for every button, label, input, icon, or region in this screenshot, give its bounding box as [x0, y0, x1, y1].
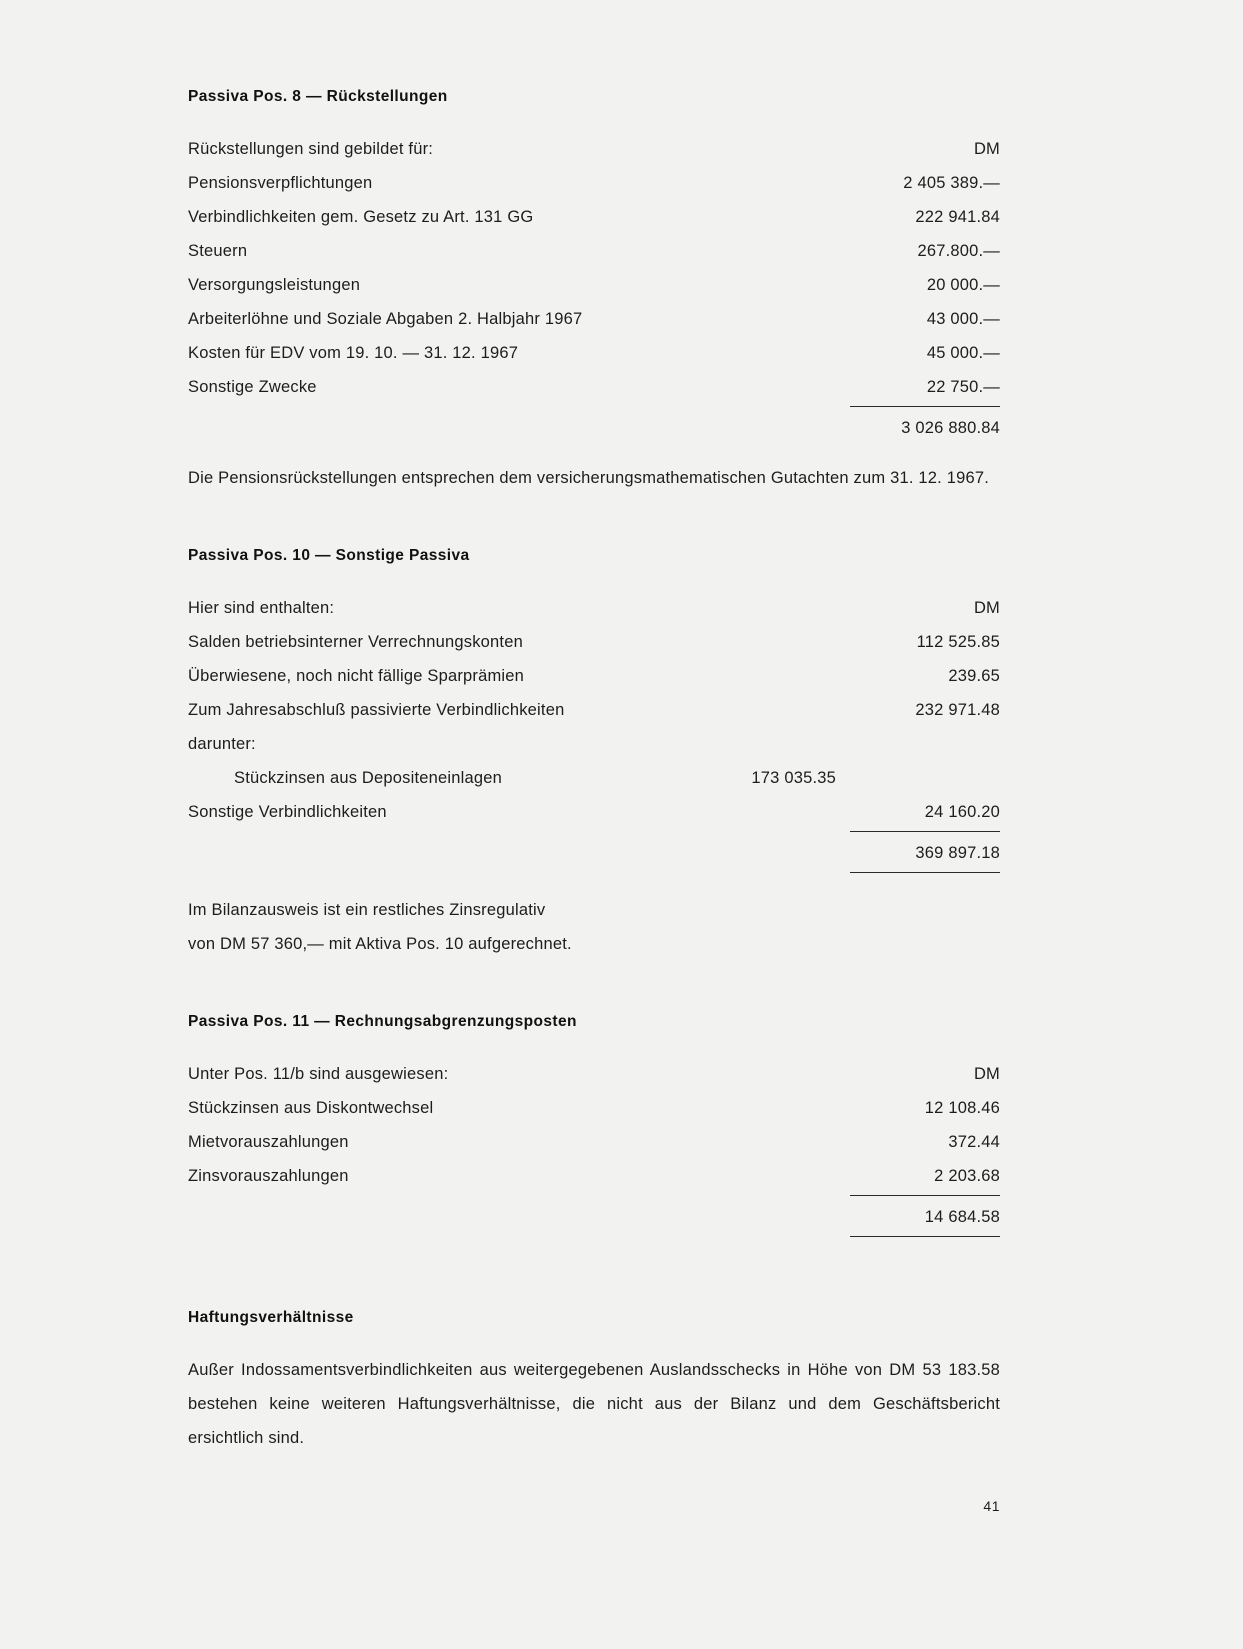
row-label: Sonstige Verbindlichkeiten	[188, 803, 387, 821]
section-haftungsverhaeltnisse	[188, 1309, 1000, 1455]
row-label: Steuern	[188, 242, 248, 260]
row-amount: 112 525.85	[916, 633, 1000, 651]
row-label: Salden betriebsinterner Verrechnungskonten	[188, 633, 523, 651]
row-label: Stückzinsen aus Depositeneinlagen	[234, 769, 503, 787]
table-row	[188, 795, 1000, 832]
section-heading: Passiva Pos. 11 — Rechnungsabgrenzungsposten	[188, 1013, 577, 1030]
row-amount: 2 405 389.—	[903, 174, 1000, 192]
table-total-row	[188, 1196, 1000, 1237]
table-row	[188, 1159, 1000, 1196]
table-total-row	[188, 407, 1000, 445]
section-passiva-pos-8	[188, 88, 1000, 495]
currency-header: DM	[973, 599, 1000, 617]
row-amount: 20 000.—	[926, 276, 1000, 294]
table-header-row	[188, 591, 1000, 625]
section-paragraph: Außer Indossamentsverbindlichkeiten aus weitergegebenen Auslandsschecks in Höhe von DM 53 183.58 bestehen keine weiteren Haftungsverhältnisse, die nicht aus der Bilanz und dem Geschäftsbericht ersichtlich sind.	[188, 1361, 1000, 1447]
subordinate-row	[188, 761, 1000, 795]
row-amount: 43 000.—	[926, 310, 1000, 328]
page-number: 41	[983, 1498, 1000, 1514]
section-heading: Passiva Pos. 10 — Sonstige Passiva	[188, 547, 470, 564]
table-row	[188, 166, 1000, 200]
currency-header: DM	[973, 140, 1000, 158]
total-amount: 14 684.58	[850, 1196, 1000, 1237]
subordinate-label-row	[188, 727, 1000, 761]
table-row	[188, 268, 1000, 302]
row-amount: 12 108.46	[924, 1099, 1000, 1117]
row-mid-amount: 173 035.35	[751, 769, 836, 787]
row-label: Überwiesene, noch nicht fällige Sparprämien	[188, 667, 525, 685]
section-note-line-2: von DM 57 360,— mit Aktiva Pos. 10 aufgerechnet.	[188, 935, 572, 953]
table-header-row	[188, 1057, 1000, 1091]
row-label: Arbeiterlöhne und Soziale Abgaben 2. Halbjahr 1967	[188, 310, 583, 328]
row-label: Zinsvorauszahlungen	[188, 1167, 349, 1185]
table-row	[188, 370, 1000, 407]
row-label: Stückzinsen aus Diskontwechsel	[188, 1099, 434, 1117]
table-row	[188, 336, 1000, 370]
section-heading: Passiva Pos. 8 — Rückstellungen	[188, 88, 448, 105]
row-amount: 267.800.—	[917, 242, 1000, 260]
section-passiva-pos-11	[188, 1013, 1000, 1237]
table-row	[188, 693, 1000, 727]
currency-header: DM	[973, 1065, 1000, 1083]
intro-label: Unter Pos. 11/b sind ausgewiesen:	[188, 1065, 449, 1083]
table-row	[188, 1091, 1000, 1125]
intro-label: Hier sind enthalten:	[188, 599, 335, 617]
page-content	[188, 88, 1000, 1507]
section-heading: Haftungsverhältnisse	[188, 1309, 354, 1326]
row-label: Pensionsverpflichtungen	[188, 174, 373, 192]
table-row	[188, 1125, 1000, 1159]
table-row	[188, 625, 1000, 659]
row-amount: 24 160.20	[850, 795, 1000, 832]
row-amount: 45 000.—	[926, 344, 1000, 362]
intro-label: Rückstellungen sind gebildet für:	[188, 140, 434, 158]
table-row	[188, 200, 1000, 234]
subordinate-label: darunter:	[188, 735, 256, 753]
row-label: Mietvorauszahlungen	[188, 1133, 349, 1151]
row-amount: 372.44	[948, 1133, 1000, 1151]
row-label: Verbindlichkeiten gem. Gesetz zu Art. 131 GG	[188, 208, 534, 226]
total-amount: 369 897.18	[850, 832, 1000, 873]
row-amount: 222 941.84	[915, 208, 1000, 226]
row-amount: 2 203.68	[850, 1159, 1000, 1196]
table-row	[188, 302, 1000, 336]
section-note: Die Pensionsrückstellungen entsprechen dem versicherungsmathematischen Gutachten zum 31. 12. 1967.	[188, 469, 990, 487]
section-passiva-pos-10	[188, 547, 1000, 961]
total-amount: 3 026 880.84	[901, 419, 1000, 437]
table-total-row	[188, 832, 1000, 873]
row-label: Sonstige Zwecke	[188, 378, 317, 396]
section-note-line-1: Im Bilanzausweis ist ein restliches Zinsregulativ	[188, 901, 546, 919]
row-amount: 22 750.—	[850, 370, 1000, 407]
row-amount: 239.65	[948, 667, 1000, 685]
row-label: Zum Jahresabschluß passivierte Verbindlichkeiten	[188, 701, 565, 719]
table-row	[188, 659, 1000, 693]
row-amount: 232 971.48	[915, 701, 1000, 719]
row-label: Versorgungsleistungen	[188, 276, 361, 294]
table-header-row	[188, 132, 1000, 166]
row-label: Kosten für EDV vom 19. 10. — 31. 12. 1967	[188, 344, 519, 362]
table-row	[188, 234, 1000, 268]
